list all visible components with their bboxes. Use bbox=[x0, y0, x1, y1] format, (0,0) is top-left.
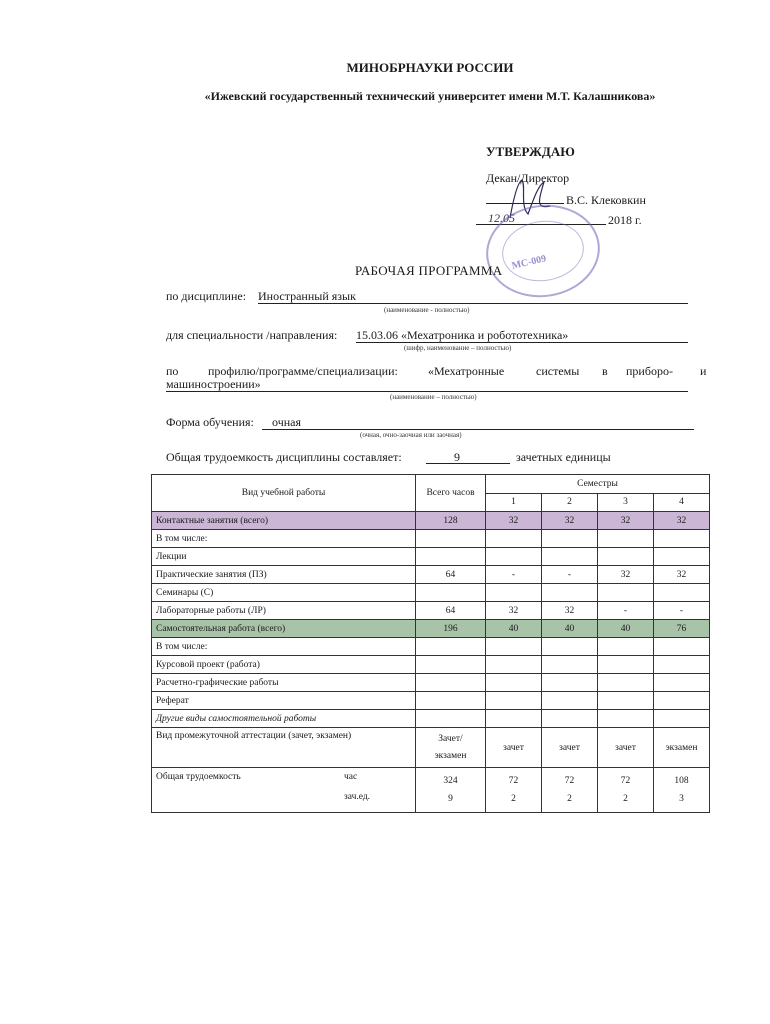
form-underline bbox=[262, 429, 694, 430]
overall-s3-credits: 2 bbox=[623, 794, 628, 804]
profile-word-2: системы bbox=[536, 364, 580, 378]
row-s3 bbox=[598, 710, 654, 728]
approval-title: УТВЕРЖДАЮ bbox=[486, 144, 575, 159]
header-semester-2: 2 bbox=[542, 493, 598, 512]
row-s4: 32 bbox=[654, 566, 710, 584]
row-s4 bbox=[654, 656, 710, 674]
row-s4 bbox=[654, 768, 710, 813]
approval-signer: В.С. Клековкин bbox=[566, 193, 646, 207]
row-s1 bbox=[486, 530, 542, 548]
overall-label: Общая трудоемкость bbox=[156, 772, 241, 782]
table-row bbox=[152, 710, 710, 728]
row-s3: 32 bbox=[598, 512, 654, 530]
row-s3 bbox=[598, 548, 654, 566]
overall-s2-hours: 72 bbox=[564, 776, 575, 786]
row-name: Самостоятельная работа (всего) bbox=[152, 620, 416, 638]
specialty-hint: (шифр, наименование – полностью) bbox=[404, 344, 512, 352]
row-s1 bbox=[486, 674, 542, 692]
row-s4 bbox=[654, 584, 710, 602]
row-s3 bbox=[598, 584, 654, 602]
row-total: 128 bbox=[416, 512, 486, 530]
row-s3 bbox=[598, 674, 654, 692]
table-row bbox=[152, 566, 710, 584]
row-s4: 32 bbox=[654, 512, 710, 530]
profile-label: профилю/программе/специализации: bbox=[208, 364, 398, 378]
row-total bbox=[416, 548, 486, 566]
row-name bbox=[152, 768, 416, 813]
row-name: Реферат bbox=[152, 692, 416, 710]
row-name: Вид промежуточной аттестации (зачет, экзамен) bbox=[152, 728, 416, 768]
table-row bbox=[152, 548, 710, 566]
row-s2: - bbox=[542, 566, 598, 584]
form-label: Форма обучения: bbox=[166, 415, 254, 429]
row-s1 bbox=[486, 638, 542, 656]
row-s1: 40 bbox=[486, 620, 542, 638]
overall-unit-hours: час bbox=[344, 772, 358, 782]
workload-underline bbox=[426, 463, 510, 464]
profile-label-po: по bbox=[166, 364, 179, 378]
table-row bbox=[152, 602, 710, 620]
row-s1 bbox=[486, 584, 542, 602]
row-s2 bbox=[542, 692, 598, 710]
approval-year: 2018 г. bbox=[608, 213, 642, 227]
row-s3 bbox=[598, 656, 654, 674]
table-row bbox=[152, 692, 710, 710]
row-total bbox=[416, 692, 486, 710]
specialty-underline bbox=[356, 342, 688, 343]
profile-word-4: приборо- bbox=[626, 364, 673, 378]
attestation-total-line1: Зачет/ bbox=[438, 733, 463, 744]
row-s3 bbox=[598, 692, 654, 710]
table-row bbox=[152, 674, 710, 692]
discipline-hint: (наименование - полностью) bbox=[384, 306, 470, 314]
approval-position: Декан/Директор bbox=[486, 171, 570, 185]
row-s1: 32 bbox=[486, 512, 542, 530]
table-row bbox=[152, 584, 710, 602]
row-s1 bbox=[486, 548, 542, 566]
row-total bbox=[416, 674, 486, 692]
overall-s4-credits: 3 bbox=[679, 794, 684, 804]
profile-word-3: в bbox=[602, 364, 608, 378]
table-row bbox=[152, 638, 710, 656]
table-row bbox=[152, 530, 710, 548]
row-name: В том числе: bbox=[152, 530, 416, 548]
row-total: 64 bbox=[416, 602, 486, 620]
discipline-label: по дисциплине: bbox=[166, 289, 247, 303]
row-s2: зачет bbox=[542, 728, 598, 768]
profile-word-5: и bbox=[700, 364, 707, 378]
row-s4 bbox=[654, 638, 710, 656]
row-name: Лекции bbox=[152, 548, 416, 566]
row-total bbox=[416, 656, 486, 674]
program-title: РАБОЧАЯ ПРОГРАММА bbox=[355, 263, 503, 278]
row-s3: - bbox=[598, 602, 654, 620]
row-s2 bbox=[542, 768, 598, 813]
row-s3: 32 bbox=[598, 566, 654, 584]
discipline-value: Иностранный язык bbox=[258, 289, 356, 303]
specialty-label: для специальности /направления: bbox=[166, 328, 338, 342]
university-heading: «Ижевский государственный технический университет имени М.Т. Калашникова» bbox=[204, 89, 656, 103]
row-s1: 32 bbox=[486, 602, 542, 620]
row-name: Лабораторные работы (ЛР) bbox=[152, 602, 416, 620]
row-s3: 40 bbox=[598, 620, 654, 638]
row-name: Курсовой проект (работа) bbox=[152, 656, 416, 674]
table-row bbox=[152, 656, 710, 674]
discipline-underline bbox=[258, 303, 688, 304]
row-s2: 32 bbox=[542, 602, 598, 620]
table-row-self-work bbox=[152, 620, 710, 638]
row-s1 bbox=[486, 692, 542, 710]
study-hours-table bbox=[151, 474, 710, 813]
row-total bbox=[416, 584, 486, 602]
profile-hint: (наименование – полностью) bbox=[390, 393, 477, 401]
specialty-value: 15.03.06 «Мехатроника и робототехника» bbox=[356, 328, 569, 342]
row-s2 bbox=[542, 584, 598, 602]
row-total bbox=[416, 530, 486, 548]
row-name: Другие виды самостоятельной работы bbox=[152, 710, 416, 728]
profile-value-line2: машиностроении» bbox=[166, 377, 261, 391]
row-s4 bbox=[654, 548, 710, 566]
row-total bbox=[416, 710, 486, 728]
stamp-text: МС-009 bbox=[510, 253, 548, 272]
row-s1 bbox=[486, 768, 542, 813]
row-s3: зачет bbox=[598, 728, 654, 768]
row-s2 bbox=[542, 710, 598, 728]
form-hint: (очная, очно-заочная или заочная) bbox=[360, 431, 462, 439]
row-s2: 40 bbox=[542, 620, 598, 638]
row-s4 bbox=[654, 692, 710, 710]
overall-s2-credits: 2 bbox=[567, 794, 572, 804]
workload-label: Общая трудоемкость дисциплины составляет: bbox=[166, 450, 402, 464]
row-name: Семинары (С) bbox=[152, 584, 416, 602]
overall-unit-credits: зач.ед. bbox=[344, 792, 371, 802]
row-name: Контактные занятия (всего) bbox=[152, 512, 416, 530]
row-s4 bbox=[654, 710, 710, 728]
workload-value: 9 bbox=[454, 450, 460, 464]
overall-s4-hours: 108 bbox=[674, 776, 689, 786]
row-total: 64 bbox=[416, 566, 486, 584]
row-total bbox=[416, 768, 486, 813]
overall-s3-hours: 72 bbox=[620, 776, 631, 786]
table-row-attestation bbox=[152, 728, 710, 768]
form-value: очная bbox=[272, 415, 301, 429]
row-s4 bbox=[654, 530, 710, 548]
row-total bbox=[416, 728, 486, 768]
row-s3 bbox=[598, 530, 654, 548]
profile-underline bbox=[166, 391, 688, 392]
header-semester-3: 3 bbox=[598, 493, 654, 512]
row-total bbox=[416, 638, 486, 656]
row-s3 bbox=[598, 768, 654, 813]
row-total: 196 bbox=[416, 620, 486, 638]
row-s2 bbox=[542, 530, 598, 548]
row-s4: экзамен bbox=[654, 728, 710, 768]
row-s1 bbox=[486, 710, 542, 728]
header-semester-1: 1 bbox=[486, 493, 542, 512]
table-row-contact bbox=[152, 512, 710, 530]
row-s4: - bbox=[654, 602, 710, 620]
stamp-inner-ring bbox=[498, 216, 588, 287]
row-s2 bbox=[542, 548, 598, 566]
attestation-total-line2: экзамен bbox=[434, 750, 467, 761]
overall-s1-credits: 2 bbox=[511, 794, 516, 804]
overall-s1-hours: 72 bbox=[508, 776, 519, 786]
row-s2: 32 bbox=[542, 512, 598, 530]
workload-units: зачетных единицы bbox=[516, 450, 611, 464]
profile-word-1: «Мехатронные bbox=[428, 364, 505, 378]
row-s4 bbox=[654, 674, 710, 692]
row-s4: 76 bbox=[654, 620, 710, 638]
overall-total-credits: 9 bbox=[448, 794, 453, 804]
header-total: Всего часов bbox=[416, 475, 486, 512]
row-s3 bbox=[598, 638, 654, 656]
approval-date: 12.05 bbox=[488, 211, 515, 225]
row-name: Практические занятия (ПЗ) bbox=[152, 566, 416, 584]
row-s1 bbox=[486, 656, 542, 674]
header-semesters: Семестры bbox=[486, 475, 710, 494]
header-semester-4: 4 bbox=[654, 493, 710, 512]
overall-total-hours: 324 bbox=[443, 776, 458, 786]
row-s2 bbox=[542, 656, 598, 674]
row-name: В том числе: bbox=[152, 638, 416, 656]
row-s1: зачет bbox=[486, 728, 542, 768]
ministry-heading: МИНОБРНАУКИ РОССИИ bbox=[346, 60, 514, 75]
row-name: Расчетно-графические работы bbox=[152, 674, 416, 692]
table-row-overall bbox=[152, 768, 710, 813]
row-s2 bbox=[542, 638, 598, 656]
row-s1: - bbox=[486, 566, 542, 584]
row-s2 bbox=[542, 674, 598, 692]
header-type: Вид учебной работы bbox=[152, 475, 416, 512]
